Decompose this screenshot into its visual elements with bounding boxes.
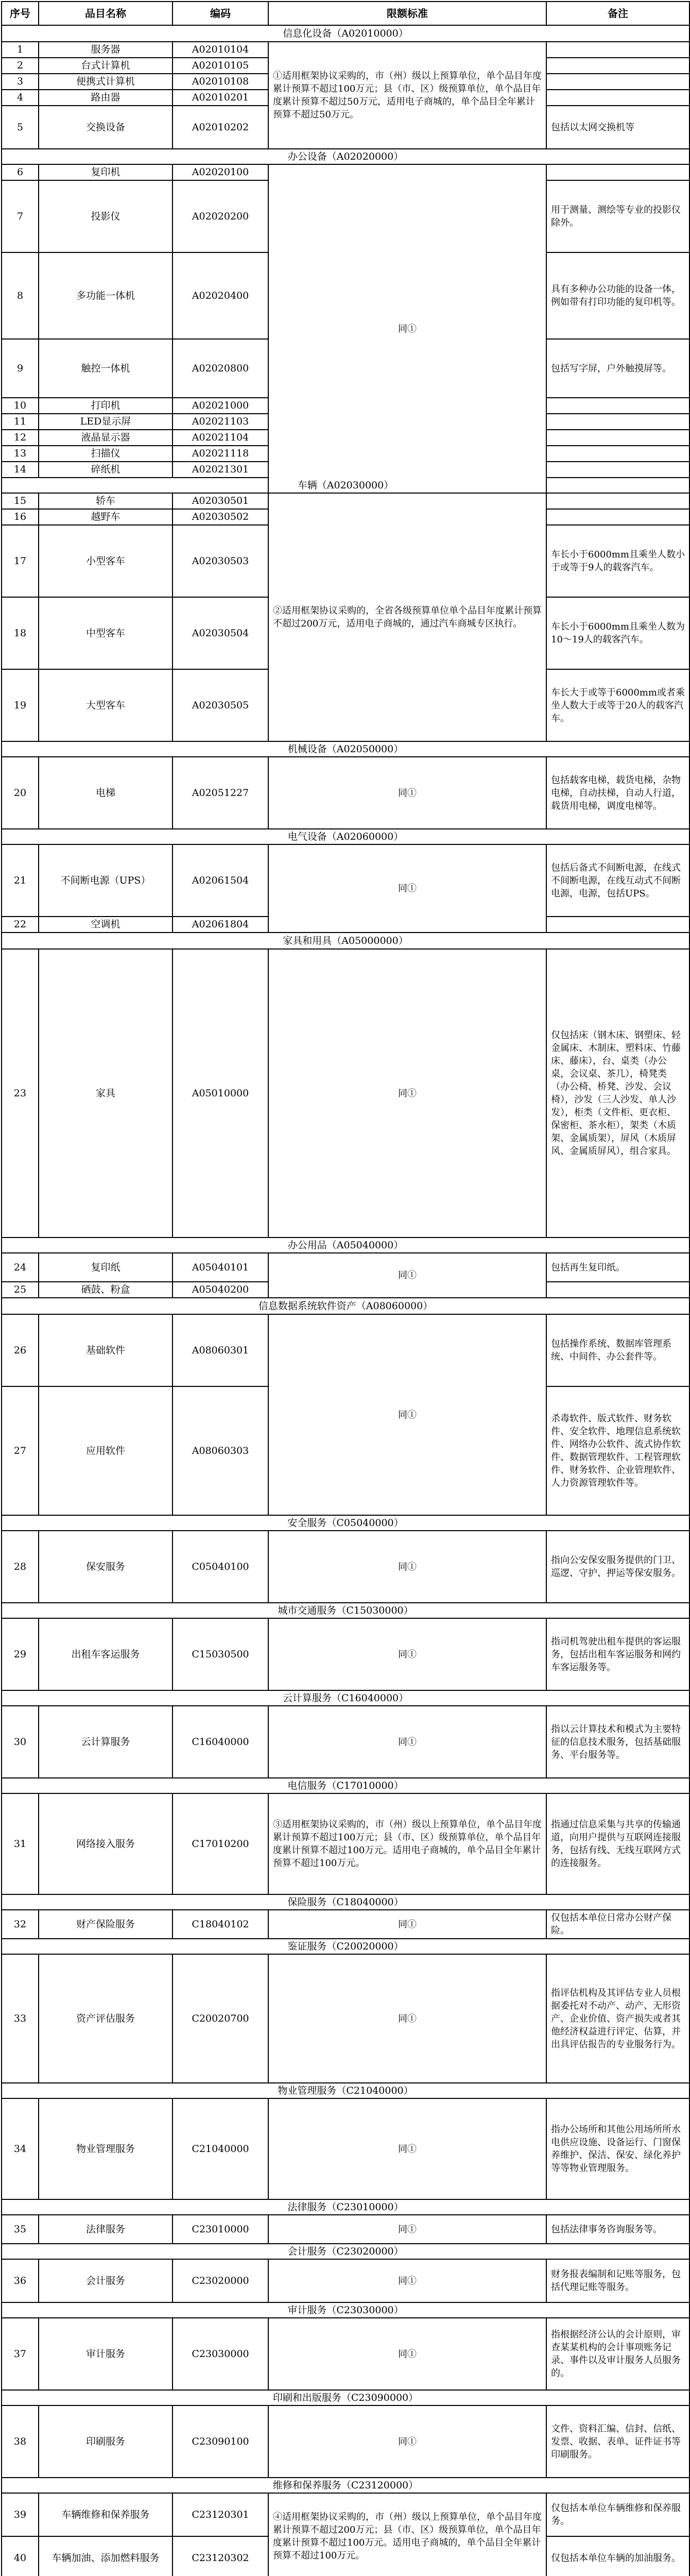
- item-note: [546, 74, 689, 90]
- item-name: 交换设备: [39, 106, 173, 149]
- item-note: 包括以太网交换机等: [546, 106, 689, 149]
- item-note: 包括操作系统、数据库管理系统、中间件、办公套件等。: [546, 1314, 689, 1386]
- header-note: 备注: [546, 2, 689, 25]
- item-note: 仅包括本单位车辆维修和保养服务。: [546, 2493, 689, 2536]
- item-note: [546, 42, 689, 58]
- section-title: 电气设备（A02060000）: [2, 829, 689, 844]
- item-name: 复印纸: [39, 1253, 173, 1282]
- section-row: [2, 2083, 689, 2098]
- row-no: 10: [2, 398, 39, 414]
- item-note: 包括后备式不间断电源，在线式不间断电源，在线互动式不间断电源，电源，包括UPS。: [546, 844, 689, 917]
- section-row: [2, 1778, 689, 1793]
- section-title: 鉴证服务（C20020000）: [2, 1939, 689, 1954]
- row-no: 31: [2, 1793, 39, 1894]
- item-note: [546, 509, 689, 525]
- item-note: [546, 414, 689, 430]
- item-name: 保安服务: [39, 1531, 173, 1603]
- header-code: 编码: [173, 2, 268, 25]
- item-code: C17010200: [173, 1793, 268, 1894]
- row-no: 11: [2, 414, 39, 430]
- row-no: 3: [2, 74, 39, 90]
- item-code: A05010000: [173, 949, 268, 1238]
- limit-standard: 同①: [268, 2259, 546, 2302]
- item-code: A02010105: [173, 58, 268, 74]
- section-title: 云计算服务（C16040000）: [2, 1690, 689, 1706]
- item-note: [546, 462, 689, 478]
- item-note: [546, 398, 689, 414]
- limit-standard: ③适用框架协议采购的，市（州）级以上预算单位，单个品目年度累计预算不超过100万元；县（市、区）级预算单位，单个品目年度累计预算不超过100万元。适用电子商城的，单个品目全年累计预算不超过100万元。: [268, 1793, 546, 1894]
- row-no: 39: [2, 2493, 39, 2536]
- item-note: [546, 1282, 689, 1298]
- item-code: A02020200: [173, 180, 268, 252]
- row-no: 25: [2, 1282, 39, 1298]
- item-name: 多功能一体机: [39, 252, 173, 339]
- item-code: C23120301: [173, 2493, 268, 2536]
- item-code: C23020000: [173, 2259, 268, 2302]
- section-row: [2, 1603, 689, 1618]
- item-code: C21040000: [173, 2098, 268, 2199]
- section-title: 信息化设备（A02010000）: [2, 25, 689, 42]
- item-code: C05040100: [173, 1531, 268, 1603]
- section-row: [2, 1515, 689, 1531]
- item-note: 包括载客电梯，载货电梯，杂物电梯，自动扶梯，自动人行道，载货用电梯，调度电梯等。: [546, 757, 689, 829]
- section-title: 保险服务（C18040000）: [2, 1894, 689, 1910]
- section-row: [2, 1238, 689, 1253]
- row-no: 12: [2, 430, 39, 446]
- item-code: A02030504: [173, 597, 268, 669]
- table-row: [2, 2405, 689, 2478]
- item-note: 仅包括床（钢木床、钢塑床、轻金属床、木制床、塑料床、竹藤床、藤床），台、桌类（办公桌，会议桌、茶几），椅凳类（办公椅、桥凳、沙发、会议椅），沙发（三人沙发、单人沙发），柜类（文件柜、更衣柜、保密柜、茶水柜），架类（木质架、金属质架），屏风（木质屏风、金属质屏风），组合家具。: [546, 949, 689, 1238]
- item-name: 网络接入服务: [39, 1793, 173, 1894]
- table-row: [2, 1314, 689, 1386]
- item-code: A02021301: [173, 462, 268, 478]
- item-code: A02010201: [173, 90, 268, 106]
- section-row: [2, 2478, 689, 2493]
- row-no: 4: [2, 90, 39, 106]
- table-row: [2, 2215, 689, 2244]
- header-limit: 限额标准: [268, 2, 546, 25]
- section-title: 电信服务（C17010000）: [2, 1778, 689, 1793]
- row-no: 29: [2, 1618, 39, 1690]
- item-note: 文件、资料汇编、信封、信纸、发票、收据、表单、证件证书等印刷服务。: [546, 2405, 689, 2478]
- item-code: A02010202: [173, 106, 268, 149]
- section-title: 法律服务（C23010000）: [2, 2199, 689, 2215]
- item-name: 投影仪: [39, 180, 173, 252]
- section-row: [2, 741, 689, 757]
- limit-standard: 同①: [268, 2098, 546, 2199]
- section-row: [2, 478, 689, 493]
- item-name: 碎纸机: [39, 462, 173, 478]
- row-no: 2: [2, 58, 39, 74]
- item-name: 越野车: [39, 509, 173, 525]
- item-note: [546, 493, 689, 509]
- row-no: 7: [2, 180, 39, 252]
- item-note: 指通过信息采集与共享的传输通道，向用户提供与互联网连接服务，包括有线、无线互联网方式的连接服务。: [546, 1793, 689, 1894]
- item-name: 服务器: [39, 42, 173, 58]
- item-note: [546, 917, 689, 933]
- item-note: 包括再生复印纸。: [546, 1253, 689, 1282]
- row-no: 24: [2, 1253, 39, 1282]
- table-row: [2, 1618, 689, 1690]
- item-name: 便携式计算机: [39, 74, 173, 90]
- item-note: [546, 58, 689, 74]
- row-no: 35: [2, 2215, 39, 2244]
- table-row: [2, 1531, 689, 1603]
- table-body: [2, 25, 689, 2576]
- item-code: A02030501: [173, 493, 268, 509]
- table-row: [2, 164, 689, 180]
- row-no: 40: [2, 2536, 39, 2576]
- limit-standard: ④适用框架协议采购的，市（州）级以上预算单位，单个品目年度累计预算不超过200万元；县（市、区）级预算单位，单个品目年度累计预算不超过100万元。适用电子商城的，单个品目全年累计预算不超过100万元。: [268, 2493, 546, 2576]
- row-no: 26: [2, 1314, 39, 1386]
- item-note: 车长小于6000mm且乘坐人数小于或等于9人的载客汽车。: [546, 525, 689, 597]
- procurement-catalog: [1, 1, 689, 2576]
- item-name: 硒鼓、粉盒: [39, 1282, 173, 1298]
- item-code: A02051227: [173, 757, 268, 829]
- row-no: 19: [2, 669, 39, 741]
- item-code: A02021104: [173, 430, 268, 446]
- table-row: [2, 1793, 689, 1894]
- item-note: 仅包括本单位车辆的加油服务。: [546, 2536, 689, 2576]
- section-row: [2, 2244, 689, 2259]
- item-code: A02020400: [173, 252, 268, 339]
- limit-standard: ①适用框架协议采购的，市（州）级以上预算单位，单个品目年度累计预算不超过100万元；县（市、区）级预算单位，单个品目年度累计预算不超过50万元，适用电子商城的，单个品目全年累计预算不超过50万元。: [268, 42, 546, 149]
- item-code: C23090100: [173, 2405, 268, 2478]
- limit-standard: 同①: [268, 1531, 546, 1603]
- item-name: 物业管理服务: [39, 2098, 173, 2199]
- item-code: A02021118: [173, 446, 268, 462]
- row-no: 1: [2, 42, 39, 58]
- item-note: [546, 446, 689, 462]
- item-name: 轿车: [39, 493, 173, 509]
- item-name: 云计算服务: [39, 1706, 173, 1778]
- item-note: [546, 90, 689, 106]
- row-no: 9: [2, 339, 39, 398]
- limit-standard: ②适用框架协议采购的，全省各级预算单位单个品目年度累计预算不超过200万元，适用电子商城的，通过汽车商城专区执行。: [268, 493, 546, 741]
- item-name: 小型客车: [39, 525, 173, 597]
- item-code: A05040200: [173, 1282, 268, 1298]
- section-title: 审计服务（C23030000）: [2, 2302, 689, 2318]
- row-no: 13: [2, 446, 39, 462]
- table-row: [2, 844, 689, 917]
- item-note: 指以云计算技术和模式为主要特征的信息技术服务，包括基础服务、平台服务等。: [546, 1706, 689, 1778]
- item-note: 指评估机构及其评估专业人员根据委托对不动产、动产、无形资产、企业价值、资产损失或者其他经济权益进行评定、估算，并出具评估报告的专业服务行为。: [546, 1954, 689, 2083]
- table-row: [2, 2493, 689, 2536]
- item-name: 大型客车: [39, 669, 173, 741]
- item-name: 应用软件: [39, 1386, 173, 1515]
- row-no: 37: [2, 2318, 39, 2390]
- item-name: 不间断电源（UPS）: [39, 844, 173, 917]
- item-code: A02021000: [173, 398, 268, 414]
- item-code: A08060303: [173, 1386, 268, 1515]
- row-no: 36: [2, 2259, 39, 2302]
- limit-standard: 同①: [268, 1253, 546, 1298]
- limit-standard: 同①: [268, 844, 546, 933]
- item-code: A08060301: [173, 1314, 268, 1386]
- item-code: A05040101: [173, 1253, 268, 1282]
- item-note: [546, 430, 689, 446]
- row-no: 17: [2, 525, 39, 597]
- limit-standard: 同①: [268, 1910, 546, 1939]
- limit-standard: 同①: [268, 1618, 546, 1690]
- limit-standard: 同①: [268, 1706, 546, 1778]
- item-code: C23120302: [173, 2536, 268, 2576]
- section-row: [2, 25, 689, 42]
- header-name: 品目名称: [39, 2, 173, 25]
- section-row: [2, 2302, 689, 2318]
- table-row: [2, 949, 689, 1238]
- item-name: 打印机: [39, 398, 173, 414]
- item-name: 会计服务: [39, 2259, 173, 2302]
- item-code: C18040102: [173, 1910, 268, 1939]
- section-title: 车辆（A02030000）: [2, 478, 689, 493]
- item-name: LED显示屏: [39, 414, 173, 430]
- item-name: 电梯: [39, 757, 173, 829]
- item-note: 具有多种办公功能的设备一体，例如带有打印功能的复印机等。: [546, 252, 689, 339]
- item-name: 空调机: [39, 917, 173, 933]
- item-name: 法律服务: [39, 2215, 173, 2244]
- item-note: 指办公场所和其他公用场所所水电供应设施、设备运行、门窗保养维护、保洁、保安、绿化养护等等物业管理服务。: [546, 2098, 689, 2199]
- section-row: [2, 2390, 689, 2405]
- row-no: 14: [2, 462, 39, 478]
- item-note: 仅包括本单位日常办公财产保险。: [546, 1910, 689, 1939]
- item-code: C20020700: [173, 1954, 268, 2083]
- item-note: 杀毒软件、版式软件、财务软件、安全软件、地理信息系统软件、网络办公软件、流式协作软件、数据管理软件、工程管理软件、财务软件、企业管理软件、人力资源管理软件等。: [546, 1386, 689, 1515]
- limit-standard: 同①: [268, 757, 546, 829]
- row-no: 28: [2, 1531, 39, 1603]
- item-name: 车辆维修和保养服务: [39, 2493, 173, 2536]
- table-row: [2, 2318, 689, 2390]
- item-code: A02010104: [173, 42, 268, 58]
- table-row: [2, 1253, 689, 1282]
- table-row: [2, 757, 689, 829]
- item-code: C15030500: [173, 1618, 268, 1690]
- item-code: C16040000: [173, 1706, 268, 1778]
- row-no: 15: [2, 493, 39, 509]
- item-name: 审计服务: [39, 2318, 173, 2390]
- section-title: 城市交通服务（C15030000）: [2, 1603, 689, 1618]
- section-row: [2, 1939, 689, 1954]
- table-row: [2, 1706, 689, 1778]
- table-header-row: [2, 2, 689, 25]
- section-row: [2, 933, 689, 949]
- item-note: 指根据经济公认的会计原则，审查某某机构的会计事项账务记录、事件以及审计服务人员服务的。: [546, 2318, 689, 2390]
- limit-standard: 同①: [268, 1314, 546, 1515]
- item-note: 用于测量、测绘等专业的投影仪除外。: [546, 180, 689, 252]
- row-no: 6: [2, 164, 39, 180]
- limit-standard: 同①: [268, 2318, 546, 2390]
- item-code: A02020800: [173, 339, 268, 398]
- item-note: 车长大于或等于6000mm或者乘坐人数大于或等于20人的载客汽车。: [546, 669, 689, 741]
- section-row: [2, 1298, 689, 1314]
- table-row: [2, 2259, 689, 2302]
- section-row: [2, 1690, 689, 1706]
- limit-standard: 同①: [268, 949, 546, 1238]
- item-name: 印刷服务: [39, 2405, 173, 2478]
- item-note: [546, 164, 689, 180]
- catalog-table: [1, 1, 690, 2576]
- row-no: 30: [2, 1706, 39, 1778]
- section-title: 物业管理服务（C21040000）: [2, 2083, 689, 2098]
- section-title: 机械设备（A02050000）: [2, 741, 689, 757]
- section-row: [2, 1894, 689, 1910]
- table-row: [2, 493, 689, 509]
- header-no: 序号: [2, 2, 39, 25]
- row-no: 5: [2, 106, 39, 149]
- section-title: 会计服务（C23020000）: [2, 2244, 689, 2259]
- item-code: A02061504: [173, 844, 268, 917]
- row-no: 20: [2, 757, 39, 829]
- table-row: [2, 2098, 689, 2199]
- row-no: 21: [2, 844, 39, 917]
- item-name: 液晶显示器: [39, 430, 173, 446]
- row-no: 18: [2, 597, 39, 669]
- item-name: 资产评估服务: [39, 1954, 173, 2083]
- item-code: A02030503: [173, 525, 268, 597]
- item-name: 出租车客运服务: [39, 1618, 173, 1690]
- row-no: 23: [2, 949, 39, 1238]
- item-name: 中型客车: [39, 597, 173, 669]
- section-title: 办公设备（A02020000）: [2, 149, 689, 164]
- item-name: 触控一体机: [39, 339, 173, 398]
- section-row: [2, 2199, 689, 2215]
- row-no: 34: [2, 2098, 39, 2199]
- item-code: A02030505: [173, 669, 268, 741]
- row-no: 22: [2, 917, 39, 933]
- item-note: 财务报表编制和记账等服务，包括代理记账等服务。: [546, 2259, 689, 2302]
- row-no: 27: [2, 1386, 39, 1515]
- table-row: [2, 1954, 689, 2083]
- item-note: 包括写字屏，户外触摸屏等。: [546, 339, 689, 398]
- limit-standard: 同①: [268, 164, 546, 493]
- item-code: C23030000: [173, 2318, 268, 2390]
- item-note: 车长小于6000mm且乘坐人数为10～19人的载客汽车。: [546, 597, 689, 669]
- row-no: 8: [2, 252, 39, 339]
- row-no: 38: [2, 2405, 39, 2478]
- item-name: 台式计算机: [39, 58, 173, 74]
- item-name: 复印机: [39, 164, 173, 180]
- limit-standard: 同①: [268, 2405, 546, 2478]
- section-title: 安全服务（C05040000）: [2, 1515, 689, 1531]
- item-name: 路由器: [39, 90, 173, 106]
- item-name: 财产保险服务: [39, 1910, 173, 1939]
- item-name: 扫描仪: [39, 446, 173, 462]
- section-title: 维修和保养服务（C23120000）: [2, 2478, 689, 2493]
- item-code: A02010108: [173, 74, 268, 90]
- section-title: 办公用品（A05040000）: [2, 1238, 689, 1253]
- item-name: 基础软件: [39, 1314, 173, 1386]
- section-title: 信息数据系统软件资产（A08060000）: [2, 1298, 689, 1314]
- item-name: 家具: [39, 949, 173, 1238]
- section-title: 家具和用具（A05000000）: [2, 933, 689, 949]
- table-row: [2, 42, 689, 58]
- limit-standard: 同①: [268, 1954, 546, 2083]
- row-no: 32: [2, 1910, 39, 1939]
- item-code: A02021103: [173, 414, 268, 430]
- limit-standard: 同①: [268, 2215, 546, 2244]
- item-code: A02030502: [173, 509, 268, 525]
- table-row: [2, 1910, 689, 1939]
- item-name: 车辆加油、添加燃料服务: [39, 2536, 173, 2576]
- row-no: 33: [2, 1954, 39, 2083]
- item-code: A02020100: [173, 164, 268, 180]
- item-note: 指向公安保安服务提供的门卫、巡逻、守护、押运等保安服务。: [546, 1531, 689, 1603]
- item-note: 包括法律事务咨询服务等。: [546, 2215, 689, 2244]
- item-code: A02061804: [173, 917, 268, 933]
- section-row: [2, 829, 689, 844]
- item-code: C23010000: [173, 2215, 268, 2244]
- row-no: 16: [2, 509, 39, 525]
- item-note: 指司机驾驶出租车提供的客运服务，包括出租车客运服务和网约车客运服务等。: [546, 1618, 689, 1690]
- section-title: 印刷和出版服务（C23090000）: [2, 2390, 689, 2405]
- section-row: [2, 149, 689, 164]
